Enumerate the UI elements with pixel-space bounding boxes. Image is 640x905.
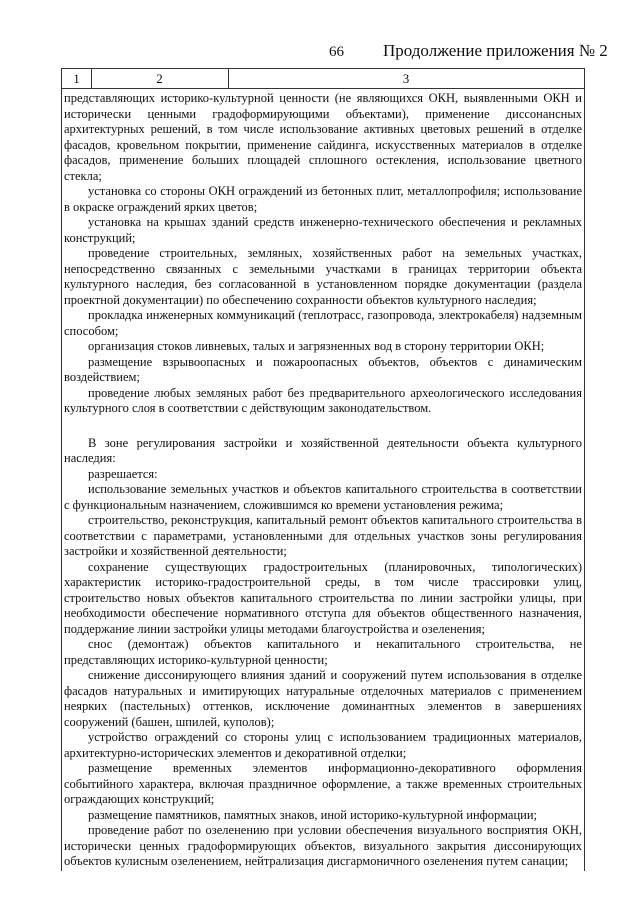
paragraph: размещение взрывоопасных и пожароопасных объектов, объектов с динамическим воздействием; bbox=[64, 354, 582, 384]
paragraph: представляющих историко-культурной ценности (не являющихся ОКН, выявленными ОКН и исторически ценными градоформирующими объектами), применение диссонансных архитектурных решений, в том числе использование активных цветовых решений в отделке фасадов, кровельном покрытии, применение сайдинга, искусственных материалов в отделке фасадов, применение больших площадей сплошного остекления, использование цветного стекла; bbox=[64, 91, 582, 183]
paragraph: снижение диссонирующего влияния зданий и сооружений путем использования в отделке фасадов натуральных и имитирующих натуральные отделочных материалов с применением неярких (пастельных) оттенков, исключение доминантных элементов в завершениях сооружений (башен, шпилей, куполов); bbox=[64, 668, 582, 729]
permissions-section bbox=[64, 436, 582, 870]
column-header-3: 3 bbox=[402, 71, 410, 86]
paragraph: сохранение существующих градостроительных (планировочных, типологических) характеристик историко-градостроительной среды, в том числе трассировки улиц, строительство новых объектов капитального строительства по линии застройки улицы, при необходимости обеспечение нормативного отступа для объектов общественного назначения, поддержание линии застройки улицы методами благоустройства и озеленения; bbox=[64, 559, 582, 636]
paragraph: размещение временных элементов информационно-декоративного оформления событийного характера, включая праздничное оформление, а также временных строительных ограждающих конструкций; bbox=[64, 761, 582, 806]
paragraph: проведение работ по озеленению при условии обеспечения визуального восприятия ОКН, исторически ценных градоформирующих объектов, визуального закрытия диссонирующих объектов кулисным озеленением, нейтрализация дисгармоничного озеленения путем санации; bbox=[64, 823, 582, 868]
paragraph: снос (демонтаж) объектов капитального и некапитального строительства, не представляющих историко-культурной ценности; bbox=[64, 637, 582, 667]
paragraph: устройство ограждений со стороны улиц с использованием традиционных материалов, архитектурно-исторических элементов и декоративной отделки; bbox=[64, 730, 582, 760]
paragraph: В зоне регулирования застройки и хозяйственной деятельности объекта культурного наследия: bbox=[64, 435, 582, 465]
paragraph: проведение любых земляных работ без предварительного археологического исследования культурного слоя в соответствии с действующим законодательством. bbox=[64, 385, 582, 415]
paragraph: использование земельных участков и объектов капитального строительства в соответствии с функциональным назначением, сложившимся ко времени установления режима; bbox=[64, 482, 582, 512]
document-table bbox=[61, 68, 585, 871]
paragraph: строительство, реконструкция, капитальный ремонт объектов капитального строительства в соответствии с параметрами, установленными для отдельных участков зоны регулирования застройки и хозяйственной деятельности; bbox=[64, 513, 582, 558]
column-header-1: 1 bbox=[62, 69, 92, 88]
prohibitions-section bbox=[64, 91, 582, 417]
table-body-text bbox=[62, 91, 584, 870]
page-number: 66 bbox=[329, 44, 344, 60]
paragraph: организация стоков ливневых, талых и загрязненных вод в сторону территории ОКН; bbox=[88, 339, 545, 353]
appendix-title: Продолжение приложения № 2 bbox=[383, 41, 608, 60]
table-header-row bbox=[62, 68, 584, 89]
paragraph: разрешается: bbox=[88, 466, 158, 481]
column-header-2: 2 bbox=[91, 69, 229, 88]
paragraph: установка со стороны ОКН ограждений из бетонных плит, металлопрофиля; использование в окраске ограждений ярких цветов; bbox=[64, 184, 582, 214]
paragraph: установка на крышах зданий средств инженерно-технического обеспечения и рекламных конструкций; bbox=[64, 215, 582, 245]
paragraph: проведение строительных, земляных, хозяйственных работ на земельных участках, непосредственно связанных с земельными участками в границах территории объекта культурного наследия, без согласованной в установленном порядке документации (раздела проектной документации) по обеспечению сохранности объектов культурного наследия; bbox=[64, 246, 582, 307]
paragraph: размещение памятников, памятных знаков, иной историко-культурной информации; bbox=[88, 807, 537, 822]
section-gap bbox=[64, 417, 582, 436]
paragraph: прокладка инженерных коммуникаций (теплотрасс, газопровода, электрокабеля) надземным способом; bbox=[64, 308, 582, 338]
